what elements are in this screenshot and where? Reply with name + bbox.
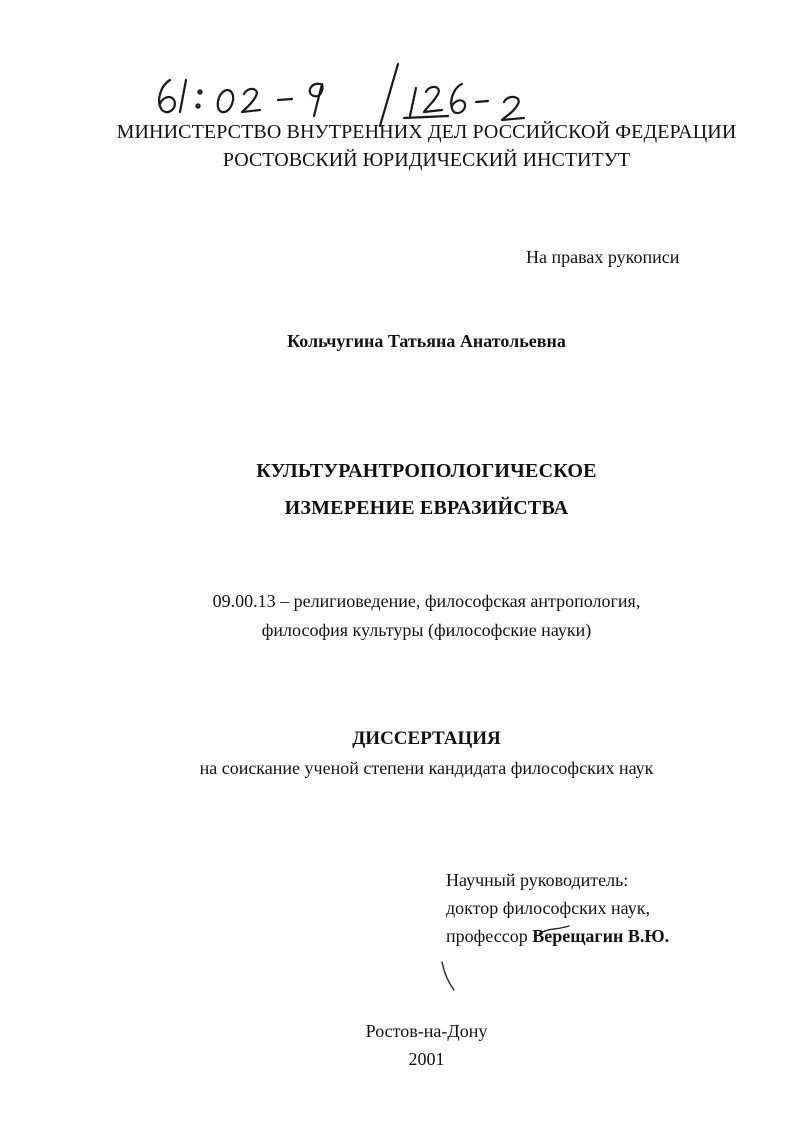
city: Ростов-на-Дону bbox=[365, 1021, 488, 1041]
degree-line: на соискание ученой степени кандидата философских наук bbox=[199, 758, 654, 778]
rights-note: На правах рукописи bbox=[526, 247, 680, 267]
year: 2001 bbox=[408, 1049, 445, 1069]
supervisor-degree: доктор философских наук, bbox=[446, 898, 650, 918]
specialty-line-1: 09.00.13 – религиоведение, философская антропология, bbox=[212, 591, 641, 611]
work-type: ДИССЕРТАЦИЯ bbox=[352, 728, 501, 749]
signature-stroke bbox=[535, 922, 575, 948]
supervisor-label: Научный руководитель: bbox=[446, 870, 629, 890]
supervisor-name: Верещагин В.Ю. bbox=[532, 926, 670, 946]
institute-name: РОСТОВСКИЙ ЮРИДИЧЕСКИЙ ИНСТИТУТ bbox=[222, 149, 631, 171]
pen-tick-mark bbox=[438, 960, 458, 992]
specialty-line-2: философия культуры (философские науки) bbox=[261, 620, 592, 640]
author-name: Кольчугина Татьяна Анатольевна bbox=[287, 331, 566, 351]
supervisor-rank: профессор bbox=[446, 926, 528, 946]
thesis-title-line-2: ИЗМЕРЕНИЕ ЕВРАЗИЙСТВА bbox=[284, 497, 569, 519]
ministry-name: МИНИСТЕРСТВО ВНУТРЕННИХ ДЕЛ РОССИЙСКОЙ ФЕДЕРАЦИИ bbox=[116, 121, 737, 143]
thesis-title-line-1: КУЛЬТУРАНТРОПОЛОГИЧЕСКОЕ bbox=[256, 460, 597, 482]
handwritten-archive-mark bbox=[148, 58, 548, 130]
